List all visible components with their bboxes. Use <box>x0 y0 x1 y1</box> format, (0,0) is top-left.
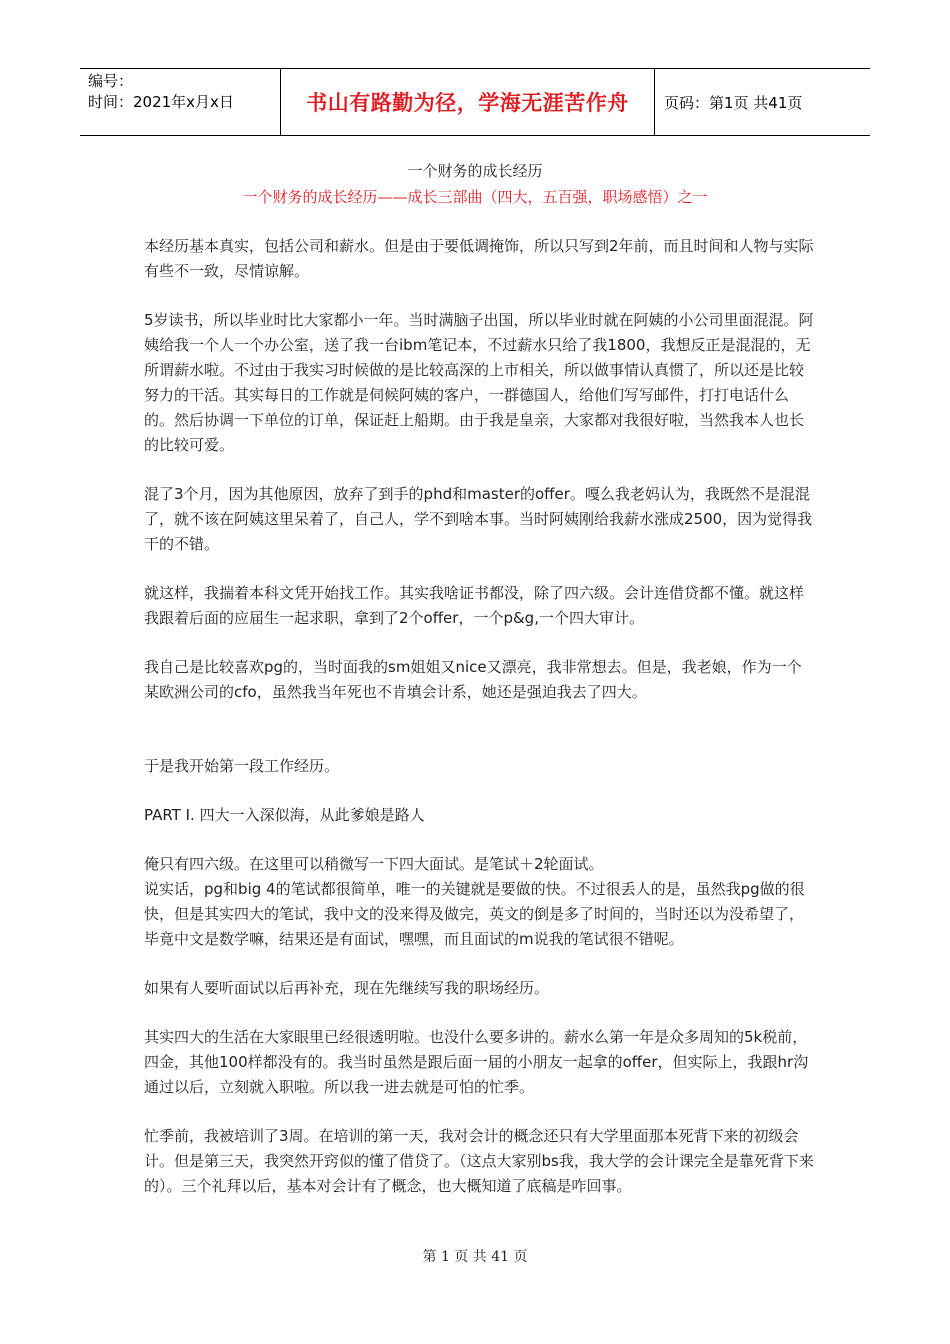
paragraph: 忙季前，我被培训了3周。在培训的第一天，我对会计的概念还只有大学里面那本死背下来的初级会计。但是第三天，我突然开窍似的懂了借贷了。（这点大家别bs我，我大学的会计课完全是靠死背下来的）。三个礼拜以后，基本对会计有了概念，也大概知道了底稿是咋回事。 <box>144 1127 814 1195</box>
number-label: 编号： <box>88 72 134 90</box>
paragraph: 我自己是比较喜欢pg的，当时面我的sm姐姐又nice又漂亮，我非常想去。但是，我老娘，作为一个某欧洲公司的cfo，虽然我当年死也不肯填会计系，她还是强迫我去了四大。 <box>144 658 802 701</box>
document-body <box>144 234 814 1223</box>
page-header <box>80 68 870 136</box>
paragraph: 本经历基本真实，包括公司和薪水。但是由于要低调掩饰，所以只写到2年前，而且时间和人物与实际有些不一致，尽情谅解。 <box>144 237 814 280</box>
document-subtitle: 一个财务的成长经历——成长三部曲（四大，五百强，职场感悟）之一 <box>242 188 708 206</box>
paragraph: 说实话，pg和big 4的笔试都很简单，唯一的关键就是要做的快。不过很丢人的是，虽然我pg做的很快，但是其实四大的笔试，我中文的没来得及做完，英文的倒是多了时间的，当时还以为没希望了，毕竟中文是数学嘛，结果还是有面试，嘿嘿，而且面试的m说我的笔试很不错呢。 <box>144 880 805 948</box>
paragraph: 于是我开始第一段工作经历。 <box>144 757 340 775</box>
time-label: 时间：2021年x月x日 <box>88 93 234 111</box>
header-page-info: 页码：第1页 共41页 <box>664 93 803 112</box>
paragraph: 俺只有四六级。在这里可以稍微写一下四大面试。是笔试＋2轮面试。 <box>144 855 604 873</box>
paragraph: 就这样，我揣着本科文凭开始找工作。其实我啥证书都没，除了四六级。会计连借贷都不懂。就这样我跟着后面的应届生一起求职，拿到了2个offer，一个p&g,一个四大审计。 <box>144 584 805 627</box>
section-heading: PART I. 四大一入深似海，从此爹娘是路人 <box>144 806 425 824</box>
paragraph: 其实四大的生活在大家眼里已经很透明啦。也没什么要多讲的。薪水么第一年是众多周知的5k税前，四金，其他100样都没有的。我当时虽然是跟后面一届的小朋友一起拿的offer，但实际上，我跟hr沟通过以后，立刻就入职啦。所以我一进去就是可怕的忙季。 <box>144 1028 809 1096</box>
page-footer: 第 1 页 共 41 页 <box>422 1249 528 1265</box>
header-meta <box>88 71 234 113</box>
document-title: 一个财务的成长经历 <box>407 162 543 180</box>
paragraph: 5岁读书，所以毕业时比大家都小一年。当时满脑子出国，所以毕业时就在阿姨的小公司里面混混。阿姨给我一个人一个办公室，送了我一台ibm笔记本，不过薪水只给了我1800，我想反正是混混的，无所谓薪水啦。不过由于我实习时候做的是比较高深的上市相关，所以做事情认真惯了，所以还是比较努力的干活。其实每日的工作就是伺候阿姨的客户，一群德国人，给他们写写邮件，打打电话什么的。然后协调一下单位的订单，保证赶上船期。由于我是皇亲，大家都对我很好啦，当然我本人也长的比较可爱。 <box>144 311 814 454</box>
paragraph: 混了3个月，因为其他原因，放弃了到手的phd和master的offer。嘎么我老妈认为，我既然不是混混了，就不该在阿姨这里呆着了，自己人，学不到啥本事。当时阿姨刚给我薪水涨成2500，因为觉得我干的不错。 <box>144 485 813 553</box>
header-motto: 书山有路勤为径，学海无涯苦作舟 <box>280 69 655 135</box>
paragraph: 如果有人要听面试以后再补充，现在先继续写我的职场经历。 <box>144 979 550 997</box>
